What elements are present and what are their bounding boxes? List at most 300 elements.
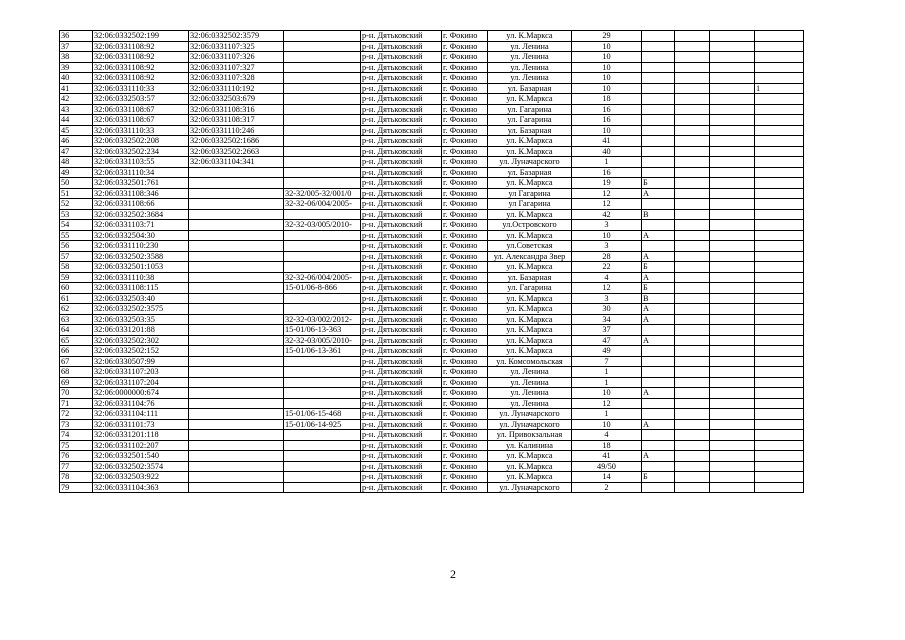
registration-number-cell <box>284 178 361 189</box>
city-cell: г. Фокино <box>442 94 488 105</box>
extra-col-2-cell <box>710 157 755 168</box>
district-cell: р-н. Дятьковский <box>361 178 442 189</box>
registration-number-cell <box>284 461 361 472</box>
district-cell: р-н. Дятьковский <box>361 230 442 241</box>
cadastral-number-2-cell <box>189 241 284 252</box>
city-cell: г. Фокино <box>442 73 488 84</box>
extra-col-2-cell <box>710 451 755 462</box>
cadastral-number-cell: 32:06:0332504:30 <box>93 230 189 241</box>
row-number-cell: 41 <box>60 83 93 94</box>
city-cell: г. Фокино <box>442 188 488 199</box>
letter-cell: Б <box>642 472 675 483</box>
extra-col-2-cell <box>710 230 755 241</box>
letter-cell: А <box>642 272 675 283</box>
house-number-cell: 4 <box>572 272 642 283</box>
street-cell: ул. Ленина <box>488 73 572 84</box>
extra-col-2-cell <box>710 209 755 220</box>
extra-col-2-cell <box>710 41 755 52</box>
letter-cell <box>642 104 675 115</box>
cadastral-number-2-cell <box>189 482 284 493</box>
row-number-cell: 78 <box>60 472 93 483</box>
extra-col-3-cell <box>755 398 804 409</box>
extra-col-1-cell <box>675 31 710 42</box>
house-number-cell: 12 <box>572 188 642 199</box>
cadastral-number-2-cell <box>189 430 284 441</box>
registration-number-cell <box>284 367 361 378</box>
table-row <box>60 104 804 115</box>
registration-number-cell <box>284 167 361 178</box>
cadastral-number-cell: 32:06:0331110:38 <box>93 272 189 283</box>
street-cell: ул. К.Маркса <box>488 209 572 220</box>
extra-col-1-cell <box>675 398 710 409</box>
extra-col-2-cell <box>710 104 755 115</box>
extra-col-2-cell <box>710 262 755 273</box>
extra-col-1-cell <box>675 283 710 294</box>
letter-cell <box>642 167 675 178</box>
registration-number-cell: 15-01/06-14-925 <box>284 419 361 430</box>
registration-number-cell <box>284 482 361 493</box>
table-row <box>60 157 804 168</box>
registration-number-cell <box>284 73 361 84</box>
extra-col-1-cell <box>675 83 710 94</box>
extra-col-3-cell <box>755 367 804 378</box>
house-number-cell: 10 <box>572 62 642 73</box>
letter-cell <box>642 125 675 136</box>
district-cell: р-н. Дятьковский <box>361 241 442 252</box>
house-number-cell: 10 <box>572 41 642 52</box>
extra-col-3-cell <box>755 325 804 336</box>
extra-col-3-cell <box>755 157 804 168</box>
table-row <box>60 136 804 147</box>
city-cell: г. Фокино <box>442 293 488 304</box>
extra-col-1-cell <box>675 41 710 52</box>
extra-col-1-cell <box>675 272 710 283</box>
registration-number-cell: 32-32-06/004/2005- <box>284 199 361 210</box>
registration-number-cell <box>284 304 361 315</box>
extra-col-3-cell <box>755 241 804 252</box>
registration-number-cell <box>284 251 361 262</box>
cadastral-number-2-cell: 32:06:0331108:316 <box>189 104 284 115</box>
cadastral-number-cell: 32:06:0331103:55 <box>93 157 189 168</box>
row-number-cell: 39 <box>60 62 93 73</box>
house-number-cell: 12 <box>572 398 642 409</box>
letter-cell: А <box>642 388 675 399</box>
street-cell: ул. Ленина <box>488 398 572 409</box>
cadastral-number-cell: 32:06:0332502:3575 <box>93 304 189 315</box>
house-number-cell: 10 <box>572 52 642 63</box>
extra-col-1-cell <box>675 377 710 388</box>
district-cell: р-н. Дятьковский <box>361 440 442 451</box>
extra-col-3-cell <box>755 167 804 178</box>
district-cell: р-н. Дятьковский <box>361 346 442 357</box>
extra-col-2-cell <box>710 314 755 325</box>
district-cell: р-н. Дятьковский <box>361 461 442 472</box>
letter-cell <box>642 199 675 210</box>
cadastral-number-cell: 32:06:0332502:208 <box>93 136 189 147</box>
district-cell: р-н. Дятьковский <box>361 104 442 115</box>
row-number-cell: 71 <box>60 398 93 409</box>
extra-col-1-cell <box>675 230 710 241</box>
house-number-cell: 19 <box>572 178 642 189</box>
table-row <box>60 430 804 441</box>
extra-col-1-cell <box>675 451 710 462</box>
extra-col-3-cell <box>755 230 804 241</box>
table-row <box>60 94 804 105</box>
street-cell: ул. К.Маркса <box>488 178 572 189</box>
registration-number-cell: 15-01/06-13-363 <box>284 325 361 336</box>
cadastral-number-2-cell: 32:06:0331107:327 <box>189 62 284 73</box>
extra-col-1-cell <box>675 440 710 451</box>
extra-col-2-cell <box>710 220 755 231</box>
row-number-cell: 59 <box>60 272 93 283</box>
cadastral-number-cell: 32:06:0332503:57 <box>93 94 189 105</box>
extra-col-1-cell <box>675 115 710 126</box>
letter-cell <box>642 115 675 126</box>
cadastral-number-2-cell: 32:06:0331107:328 <box>189 73 284 84</box>
row-number-cell: 36 <box>60 31 93 42</box>
house-number-cell: 18 <box>572 440 642 451</box>
extra-col-2-cell <box>710 398 755 409</box>
house-number-cell: 7 <box>572 356 642 367</box>
street-cell: ул. К.Маркса <box>488 293 572 304</box>
extra-col-3-cell <box>755 209 804 220</box>
cadastral-number-2-cell <box>189 398 284 409</box>
city-cell: г. Фокино <box>442 325 488 336</box>
city-cell: г. Фокино <box>442 41 488 52</box>
district-cell: р-н. Дятьковский <box>361 293 442 304</box>
cadastral-number-2-cell <box>189 335 284 346</box>
cadastral-number-2-cell: 32:06:0331107:326 <box>189 52 284 63</box>
cadastral-number-cell: 32:06:0331104:111 <box>93 409 189 420</box>
letter-cell <box>642 356 675 367</box>
table-row <box>60 398 804 409</box>
cadastral-number-cell: 32:06:0332501:540 <box>93 451 189 462</box>
extra-col-1-cell <box>675 482 710 493</box>
letter-cell <box>642 220 675 231</box>
row-number-cell: 37 <box>60 41 93 52</box>
registration-number-cell: 32-32/005-32/001/0 <box>284 188 361 199</box>
extra-col-2-cell <box>710 388 755 399</box>
registration-number-cell <box>284 157 361 168</box>
extra-col-1-cell <box>675 146 710 157</box>
extra-col-3-cell <box>755 115 804 126</box>
extra-col-2-cell <box>710 430 755 441</box>
city-cell: г. Фокино <box>442 62 488 73</box>
extra-col-1-cell <box>675 367 710 378</box>
city-cell: г. Фокино <box>442 409 488 420</box>
letter-cell <box>642 157 675 168</box>
table-row <box>60 73 804 84</box>
cadastral-number-cell: 32:06:0331108:92 <box>93 52 189 63</box>
city-cell: г. Фокино <box>442 377 488 388</box>
house-number-cell: 49 <box>572 346 642 357</box>
extra-col-2-cell <box>710 367 755 378</box>
letter-cell <box>642 94 675 105</box>
extra-col-2-cell <box>710 62 755 73</box>
street-cell: ул. Гагарина <box>488 115 572 126</box>
cadastral-number-2-cell <box>189 220 284 231</box>
cadastral-number-2-cell <box>189 230 284 241</box>
registration-number-cell <box>284 83 361 94</box>
house-number-cell: 1 <box>572 157 642 168</box>
cadastral-number-2-cell <box>189 346 284 357</box>
district-cell: р-н. Дятьковский <box>361 94 442 105</box>
city-cell: г. Фокино <box>442 451 488 462</box>
registration-number-cell <box>284 94 361 105</box>
extra-col-1-cell <box>675 220 710 231</box>
street-cell: ул. К.Маркса <box>488 146 572 157</box>
street-cell: ул. К.Маркса <box>488 94 572 105</box>
table-row <box>60 178 804 189</box>
cadastral-number-2-cell <box>189 472 284 483</box>
row-number-cell: 65 <box>60 335 93 346</box>
extra-col-3-cell <box>755 73 804 84</box>
extra-col-2-cell <box>710 73 755 84</box>
cadastral-number-2-cell <box>189 199 284 210</box>
extra-col-1-cell <box>675 104 710 115</box>
letter-cell <box>642 377 675 388</box>
extra-col-2-cell <box>710 167 755 178</box>
extra-col-2-cell <box>710 440 755 451</box>
cadastral-number-2-cell: 32:06:0331104:341 <box>189 157 284 168</box>
extra-col-3-cell <box>755 251 804 262</box>
extra-col-2-cell <box>710 199 755 210</box>
letter-cell: А <box>642 188 675 199</box>
extra-col-3-cell <box>755 188 804 199</box>
cadastral-number-cell: 32:06:0331110:33 <box>93 125 189 136</box>
registration-number-cell <box>284 230 361 241</box>
extra-col-3-cell <box>755 104 804 115</box>
table-row <box>60 346 804 357</box>
extra-col-1-cell <box>675 335 710 346</box>
table-row <box>60 388 804 399</box>
extra-col-3-cell <box>755 136 804 147</box>
cadastral-number-cell: 32:06:0332501:1053 <box>93 262 189 273</box>
registration-number-cell <box>284 440 361 451</box>
table-row <box>60 461 804 472</box>
street-cell: ул. Базарная <box>488 272 572 283</box>
row-number-cell: 64 <box>60 325 93 336</box>
district-cell: р-н. Дятьковский <box>361 482 442 493</box>
house-number-cell: 1 <box>572 377 642 388</box>
registration-number-cell: 32-32-03/002/2012- <box>284 314 361 325</box>
city-cell: г. Фокино <box>442 241 488 252</box>
cadastral-number-2-cell <box>189 167 284 178</box>
city-cell: г. Фокино <box>442 104 488 115</box>
extra-col-1-cell <box>675 293 710 304</box>
extra-col-1-cell <box>675 62 710 73</box>
city-cell: г. Фокино <box>442 472 488 483</box>
house-number-cell: 3 <box>572 241 642 252</box>
table-row <box>60 262 804 273</box>
row-number-cell: 76 <box>60 451 93 462</box>
house-number-cell: 10 <box>572 125 642 136</box>
city-cell: г. Фокино <box>442 83 488 94</box>
row-number-cell: 79 <box>60 482 93 493</box>
letter-cell: А <box>642 419 675 430</box>
district-cell: р-н. Дятьковский <box>361 451 442 462</box>
extra-col-3-cell <box>755 335 804 346</box>
row-number-cell: 77 <box>60 461 93 472</box>
extra-col-1-cell <box>675 136 710 147</box>
street-cell: ул. К.Маркса <box>488 262 572 273</box>
extra-col-3-cell <box>755 293 804 304</box>
street-cell: ул. К.Маркса <box>488 325 572 336</box>
house-number-cell: 12 <box>572 199 642 210</box>
table-row <box>60 335 804 346</box>
extra-col-2-cell <box>710 94 755 105</box>
extra-col-3-cell <box>755 472 804 483</box>
cadastral-number-2-cell: 32:06:0332502:1686 <box>189 136 284 147</box>
extra-col-2-cell <box>710 83 755 94</box>
cadastral-number-cell: 32:06:0332503:922 <box>93 472 189 483</box>
row-number-cell: 52 <box>60 199 93 210</box>
extra-col-3-cell <box>755 52 804 63</box>
street-cell: ул. К.Маркса <box>488 346 572 357</box>
extra-col-3-cell <box>755 314 804 325</box>
table-row <box>60 314 804 325</box>
district-cell: р-н. Дятьковский <box>361 188 442 199</box>
letter-cell <box>642 31 675 42</box>
district-cell: р-н. Дятьковский <box>361 31 442 42</box>
street-cell: ул. Базарная <box>488 83 572 94</box>
city-cell: г. Фокино <box>442 136 488 147</box>
table-row <box>60 283 804 294</box>
registration-number-cell <box>284 125 361 136</box>
street-cell: ул. Комсомольская <box>488 356 572 367</box>
extra-col-1-cell <box>675 178 710 189</box>
registration-number-cell <box>284 146 361 157</box>
street-cell: ул. Базарная <box>488 125 572 136</box>
extra-col-2-cell <box>710 356 755 367</box>
extra-col-2-cell <box>710 115 755 126</box>
registration-number-cell <box>284 136 361 147</box>
table-row <box>60 325 804 336</box>
cadastral-number-cell: 32:06:0332503:35 <box>93 314 189 325</box>
letter-cell <box>642 83 675 94</box>
house-number-cell: 29 <box>572 31 642 42</box>
cadastral-number-2-cell <box>189 419 284 430</box>
row-number-cell: 51 <box>60 188 93 199</box>
city-cell: г. Фокино <box>442 346 488 357</box>
cadastral-number-cell: 32:06:0331102:207 <box>93 440 189 451</box>
table-row <box>60 377 804 388</box>
extra-col-2-cell <box>710 136 755 147</box>
table-row <box>60 83 804 94</box>
cadastral-number-2-cell <box>189 388 284 399</box>
extra-col-1-cell <box>675 325 710 336</box>
house-number-cell: 37 <box>572 325 642 336</box>
registration-number-cell <box>284 356 361 367</box>
table-row <box>60 251 804 262</box>
row-number-cell: 56 <box>60 241 93 252</box>
district-cell: р-н. Дятьковский <box>361 325 442 336</box>
cadastral-number-2-cell: 32:06:0332503:679 <box>189 94 284 105</box>
extra-col-2-cell <box>710 346 755 357</box>
cadastral-number-2-cell <box>189 272 284 283</box>
street-cell: ул. Луначарского <box>488 482 572 493</box>
cadastral-number-2-cell <box>189 251 284 262</box>
letter-cell <box>642 482 675 493</box>
table-row <box>60 146 804 157</box>
extra-col-3-cell <box>755 440 804 451</box>
house-number-cell: 3 <box>572 293 642 304</box>
table-row <box>60 482 804 493</box>
letter-cell <box>642 41 675 52</box>
row-number-cell: 45 <box>60 125 93 136</box>
district-cell: р-н. Дятьковский <box>361 157 442 168</box>
city-cell: г. Фокино <box>442 178 488 189</box>
letter-cell <box>642 461 675 472</box>
cadastral-number-cell: 32:06:0332502:3588 <box>93 251 189 262</box>
extra-col-2-cell <box>710 293 755 304</box>
city-cell: г. Фокино <box>442 482 488 493</box>
district-cell: р-н. Дятьковский <box>361 52 442 63</box>
registration-number-cell: 32-32-06/004/2005- <box>284 272 361 283</box>
row-number-cell: 73 <box>60 419 93 430</box>
row-number-cell: 50 <box>60 178 93 189</box>
street-cell: ул. Ленина <box>488 62 572 73</box>
table-row <box>60 440 804 451</box>
house-number-cell: 47 <box>572 335 642 346</box>
extra-col-2-cell <box>710 472 755 483</box>
cadastral-number-cell: 32:06:0331108:92 <box>93 41 189 52</box>
house-number-cell: 2 <box>572 482 642 493</box>
district-cell: р-н. Дятьковский <box>361 388 442 399</box>
row-number-cell: 70 <box>60 388 93 399</box>
row-number-cell: 43 <box>60 104 93 115</box>
table-row <box>60 304 804 315</box>
row-number-cell: 57 <box>60 251 93 262</box>
district-cell: р-н. Дятьковский <box>361 377 442 388</box>
cadastral-number-cell: 32:06:0330507:99 <box>93 356 189 367</box>
cadastral-number-2-cell <box>189 356 284 367</box>
house-number-cell: 49/50 <box>572 461 642 472</box>
table-row <box>60 125 804 136</box>
cadastral-number-cell: 32:06:0331201:88 <box>93 325 189 336</box>
district-cell: р-н. Дятьковский <box>361 220 442 231</box>
extra-col-3-cell <box>755 262 804 273</box>
extra-col-3-cell <box>755 31 804 42</box>
city-cell: г. Фокино <box>442 272 488 283</box>
table-row <box>60 472 804 483</box>
cadastral-number-cell: 32:06:0332502:199 <box>93 31 189 42</box>
address-table <box>59 30 804 493</box>
street-cell: ул. Привокзальная <box>488 430 572 441</box>
street-cell: ул. К.Маркса <box>488 230 572 241</box>
city-cell: г. Фокино <box>442 356 488 367</box>
district-cell: р-н. Дятьковский <box>361 209 442 220</box>
city-cell: г. Фокино <box>442 419 488 430</box>
extra-col-1-cell <box>675 167 710 178</box>
registration-number-cell: 32-32-03/005/2010- <box>284 220 361 231</box>
house-number-cell: 3 <box>572 220 642 231</box>
registration-number-cell: 15-01/06-8-866 <box>284 283 361 294</box>
row-number-cell: 49 <box>60 167 93 178</box>
row-number-cell: 68 <box>60 367 93 378</box>
cadastral-number-2-cell: 32:06:0332502:2663 <box>189 146 284 157</box>
extra-col-2-cell <box>710 251 755 262</box>
extra-col-3-cell <box>755 178 804 189</box>
street-cell: ул. Александра Звер <box>488 251 572 262</box>
extra-col-3-cell <box>755 482 804 493</box>
extra-col-2-cell <box>710 482 755 493</box>
city-cell: г. Фокино <box>442 31 488 42</box>
city-cell: г. Фокино <box>442 440 488 451</box>
city-cell: г. Фокино <box>442 157 488 168</box>
house-number-cell: 40 <box>572 146 642 157</box>
registration-number-cell <box>284 451 361 462</box>
